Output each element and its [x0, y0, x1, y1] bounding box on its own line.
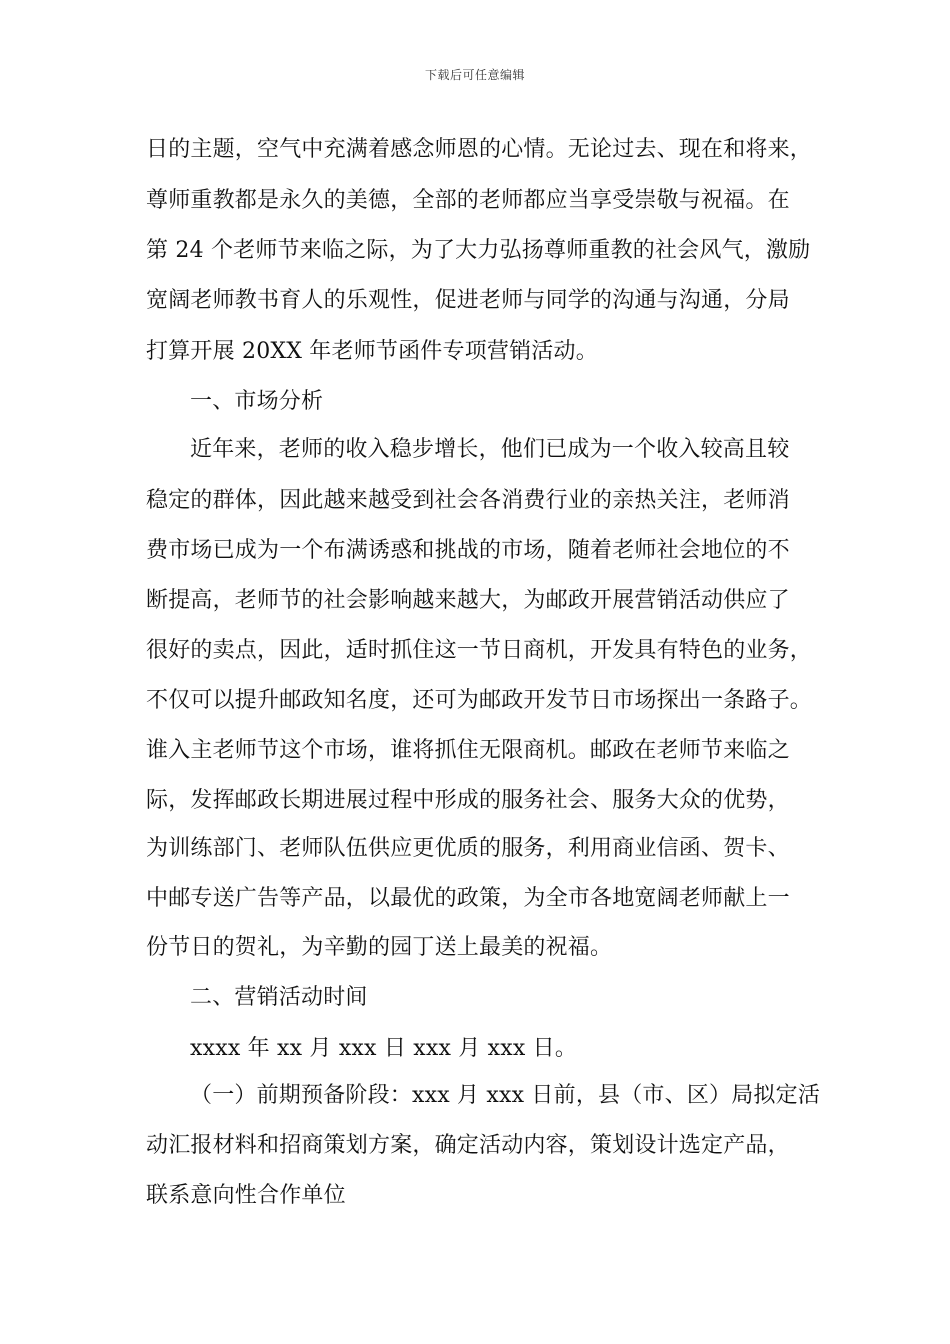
text-line: 第 24 个老师节来临之际，为了大力弘扬尊师重教的社会风气，激励	[146, 238, 811, 263]
text-line: 际，发挥邮政长期进展过程中形成的服务社会、服务大众的优势，	[146, 788, 790, 813]
text-line: 打算开展 20XX 年老师节函件专项营销活动。	[146, 339, 598, 364]
text-line: 中邮专送广告等产品，以最优的政策，为全市各地宽阔老师献上一	[146, 886, 790, 911]
text-line: 动汇报材料和招商策划方案，确定活动内容，策划设计选定产品，	[146, 1133, 790, 1158]
text-line: 近年来，老师的收入稳步增长，他们已成为一个收入较高且较	[190, 437, 790, 462]
text-line: 断提高，老师节的社会影响越来越大，为邮政开展营销活动供应了	[146, 588, 790, 613]
text-line: 宽阔老师教书育人的乐观性，促进老师与同学的沟通与沟通，分局	[146, 288, 790, 313]
section-heading: 二、营销活动时间	[190, 985, 368, 1010]
text-line: xxxx 年 xx 月 xxx 日 xxx 月 xxx 日。	[190, 1036, 578, 1061]
text-line: 谁入主老师节这个市场，谁将抓住无限商机。邮政在老师节来临之	[146, 738, 790, 763]
text-line: 费市场已成为一个布满诱惑和挑战的市场，随着老师社会地位的不	[146, 538, 790, 563]
text-line: 日的主题，空气中充满着感念师恩的心情。无论过去、现在和将来，	[146, 137, 813, 162]
text-line: 稳定的群体，因此越来越受到社会各消费行业的亲热关注，老师消	[146, 488, 790, 513]
text-line: 不仅可以提升邮政知名度，还可为邮政开发节日市场探出一条路子。	[146, 688, 813, 713]
text-line: 联系意向性合作单位	[146, 1183, 346, 1208]
text-line: 尊师重教都是永久的美德，全部的老师都应当享受崇敬与祝福。在	[146, 188, 790, 213]
text-line: 为训练部门、老师队伍供应更优质的服务，利用商业信函、贺卡、	[146, 836, 790, 861]
text-line: （一）前期预备阶段：xxx 月 xxx 日前，县（市、区）局拟定活	[190, 1083, 821, 1108]
text-line: 份节日的贺礼，为辛勤的园丁送上最美的祝福。	[146, 935, 613, 960]
text-line: 很好的卖点，因此，适时抓住这一节日商机，开发具有特色的业务，	[146, 638, 813, 663]
section-heading: 一、市场分析	[190, 389, 324, 414]
page-header: 下载后可任意编辑	[424, 68, 525, 82]
